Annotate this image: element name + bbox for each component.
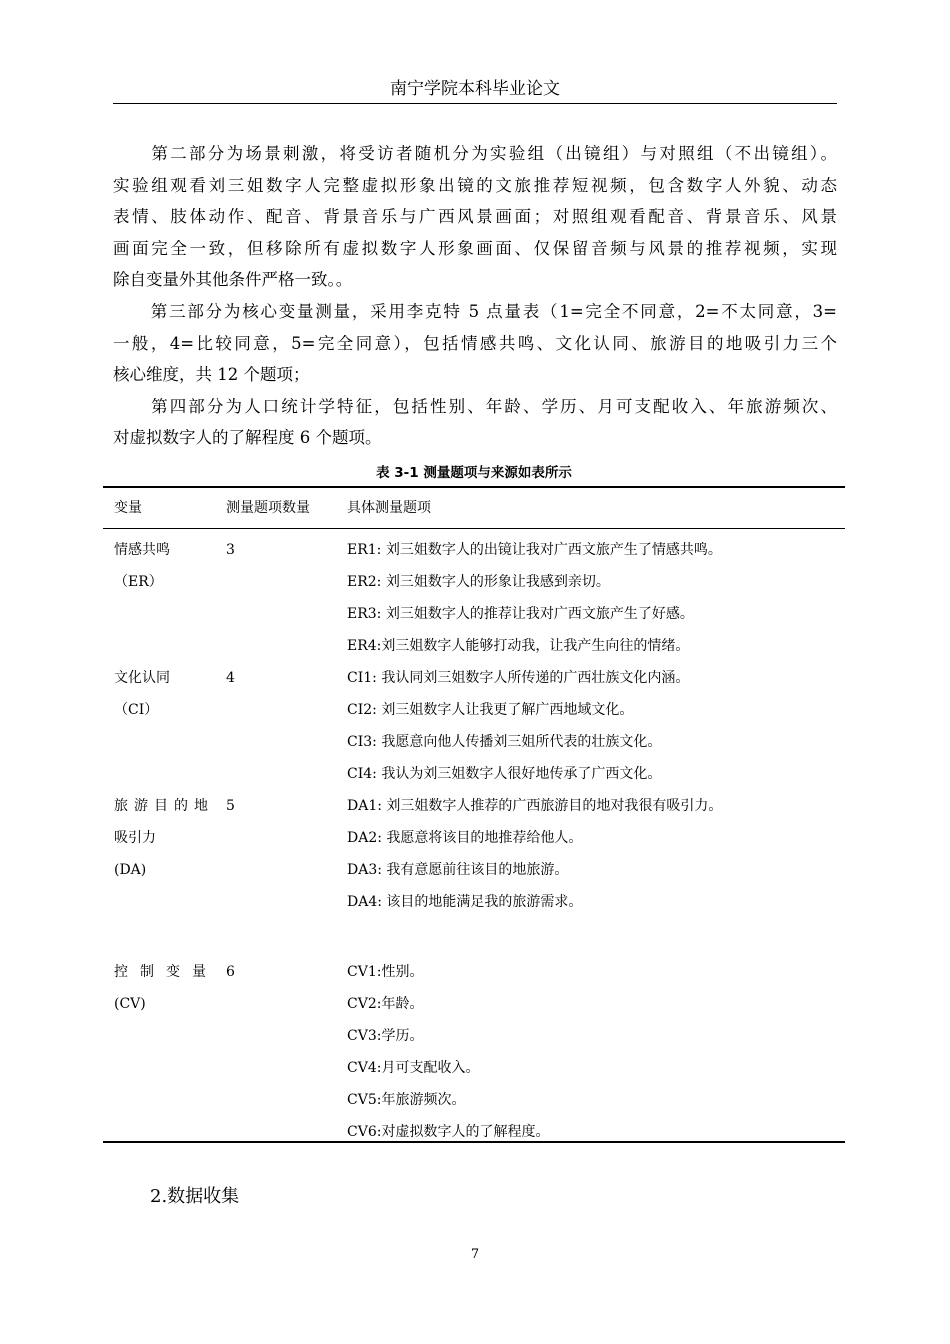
table-caption: 表 3-1 测量题项与来源如表所示 [376, 465, 572, 481]
table-header-rule [103, 528, 845, 529]
measurement-item: CV3:学历。 [347, 1028, 424, 1044]
measurement-item: ER1: 刘三姐数字人的出镜让我对广西文旅产生了情感共鸣。 [347, 542, 722, 558]
table-header-count: 测量题项数量 [226, 500, 310, 516]
paragraph-line: 第四部分为人口统计学特征，包括性别、年龄、学历、月可支配收入、年旅游频次、 [149, 396, 837, 416]
measurement-item: CI2: 刘三姐数字人让我更了解广西地域文化。 [347, 702, 634, 718]
body-text [113, 138, 837, 454]
item-count: 4 [226, 670, 235, 686]
measurement-item: CV2:年龄。 [347, 996, 424, 1012]
variable-code: （ER） [114, 574, 163, 590]
paragraph-line: 表情、肢体动作、配音、背景音乐与广西风景画面；对照组观看配音、背景音乐、风景 [113, 207, 837, 227]
paragraph-line: 第三部分为核心变量测量，采用李克特 5 点量表（1=完全不同意，2=不太同意，3= [149, 301, 837, 321]
measurement-item: ER2: 刘三姐数字人的形象让我感到亲切。 [347, 574, 610, 590]
page-header-title: 南宁学院本科毕业论文 [390, 79, 560, 99]
paragraph-line: 第二部分为场景刺激，将受访者随机分为实验组（出镜组）与对照组（不出镜组）。 [149, 144, 837, 163]
table-top-rule [103, 486, 845, 488]
variable-name: 文化认同 [114, 670, 170, 686]
measurement-item: CV6:对虚拟数字人的了解程度。 [347, 1124, 550, 1140]
paragraph-line: 画面完全一致，但移除所有虚拟数字人形象画面、仅保留音频与风景的推荐视频，实现 [113, 238, 837, 258]
measurement-item: CV4:月可支配收入。 [347, 1060, 480, 1076]
measurement-item: DA2: 我愿意将该目的地推荐给他人。 [347, 830, 583, 846]
measurement-item: ER3: 刘三姐数字人的推荐让我对广西文旅产生了好感。 [347, 606, 694, 622]
variable-name-cont: 吸引力 [114, 830, 156, 846]
paragraph-line: 核心维度，共 12 个题项； [113, 365, 310, 385]
section-heading: 2.数据收集 [150, 1186, 240, 1207]
table-header-variable: 变量 [114, 500, 142, 516]
variable-name: 旅游目的地 [114, 798, 214, 814]
measurement-item: DA3: 我有意愿前往该目的地旅游。 [347, 862, 569, 878]
item-count: 5 [226, 798, 235, 814]
measurement-item: CI3: 我愿意向他人传播刘三姐所代表的壮族文化。 [347, 734, 662, 750]
measurement-item: CI4: 我认为刘三姐数字人很好地传承了广西文化。 [347, 766, 662, 782]
variable-code: （CI） [114, 702, 159, 718]
measurement-item: CV5:年旅游频次。 [347, 1092, 466, 1108]
variable-code: (DA) [114, 862, 147, 878]
variable-name: 情感共鸣 [114, 542, 170, 558]
variable-name: 控制变量 [114, 964, 218, 980]
paragraph-line: 实验组观看刘三姐数字人完整虚拟形象出镜的文旅推荐短视频，包含数字人外貌、动态 [113, 175, 837, 195]
page-number: 7 [470, 1247, 480, 1262]
measurement-item: CI1: 我认同刘三姐数字人所传递的广西壮族文化内涵。 [347, 670, 690, 686]
measurement-item: ER4:刘三姐数字人能够打动我，让我产生向往的情绪。 [347, 638, 690, 654]
measurement-item: CV1:性别。 [347, 964, 424, 980]
item-count: 6 [226, 964, 235, 980]
paragraph-line: 对虚拟数字人的了解程度 6 个题项。 [113, 428, 382, 448]
measurement-item: DA4: 该目的地能满足我的旅游需求。 [347, 894, 583, 910]
paragraph-line: 一般，4=比较同意，5=完全同意），包括情感共鸣、文化认同、旅游目的地吸引力三个 [113, 333, 837, 353]
measurement-item: DA1: 刘三姐数字人推荐的广西旅游目的地对我很有吸引力。 [347, 798, 723, 814]
paragraph-line: 除自变量外其他条件严格一致。。 [113, 270, 353, 290]
variable-code: (CV) [114, 996, 146, 1012]
header-rule [113, 103, 837, 104]
item-count: 3 [226, 542, 235, 558]
table-header-items: 具体测量题项 [347, 500, 431, 516]
